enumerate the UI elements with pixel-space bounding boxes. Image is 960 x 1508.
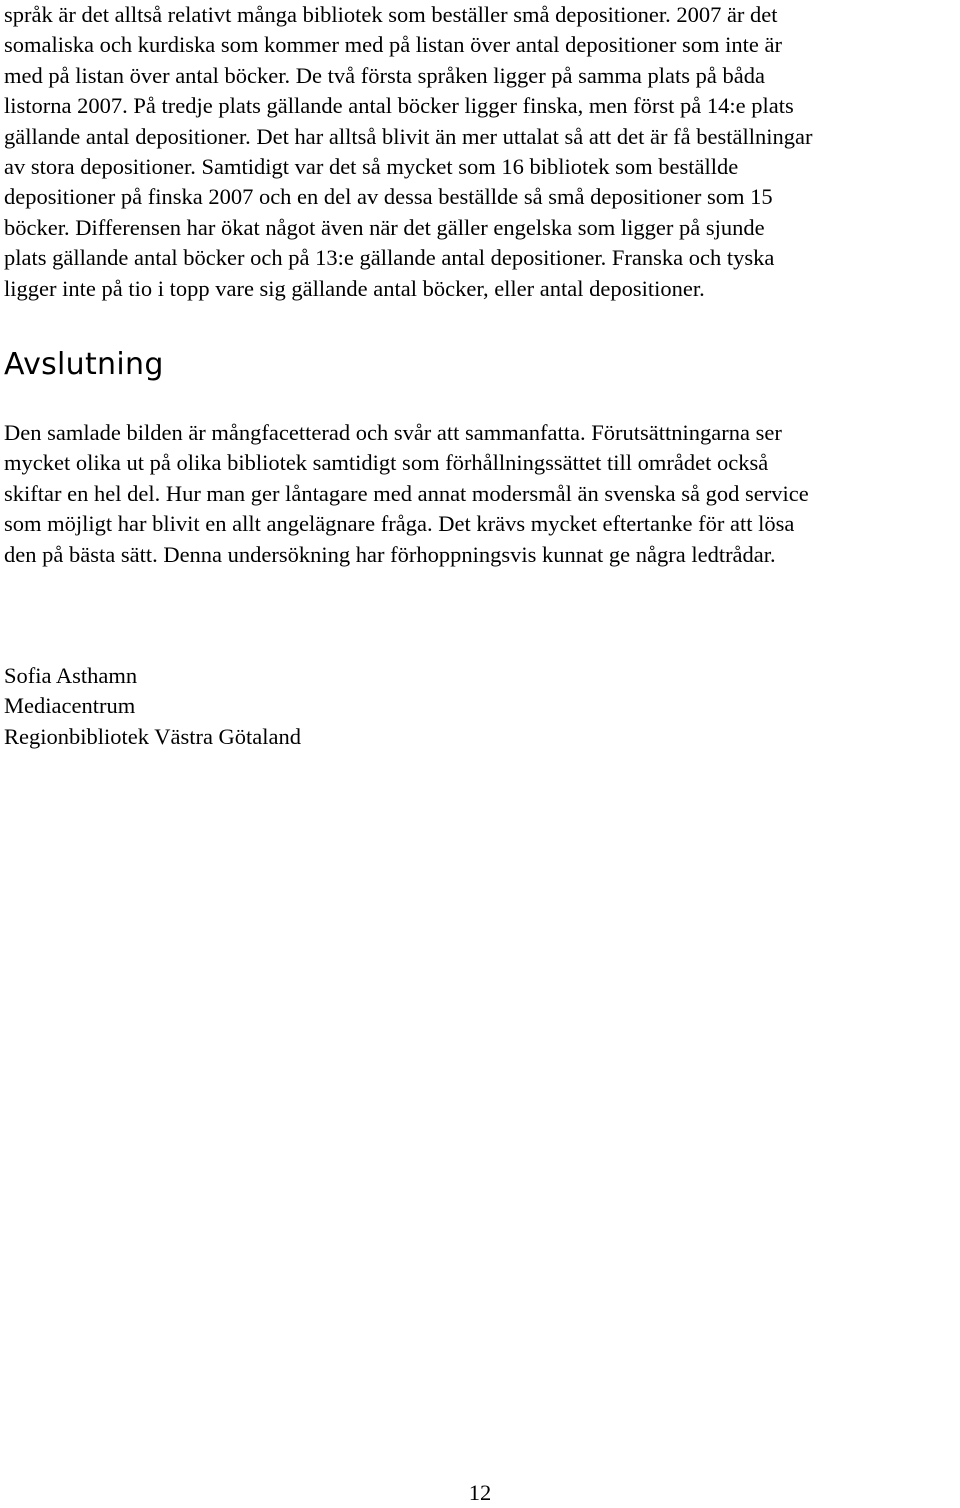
author-organization: Regionbibliotek Västra Götaland xyxy=(4,723,302,749)
body-paragraph-line: somaliska och kurdiska som kommer med på listan över antal depositioner som inte är xyxy=(4,32,782,58)
page-number: 12 xyxy=(468,1480,492,1505)
body-paragraph-line: av stora depositioner. Samtidigt var det så mycket som 16 bibliotek som beställde xyxy=(4,154,739,180)
body-paragraph-line: språk är det alltså relativt många bibliotek som beställer små depositioner. 2007 är det xyxy=(4,2,778,27)
conclusion-paragraph xyxy=(4,418,956,570)
body-paragraph-line: plats gällande antal böcker och på 13:e gällande antal depositioner. Franska och tyska xyxy=(4,245,775,271)
body-paragraph-line: med på listan över antal böcker. De två första språken ligger på samma plats på båda xyxy=(4,62,765,88)
conclusion-paragraph-line: Den samlade bilden är mångfacetterad och svår att sammanfatta. Förutsättningarna ser xyxy=(4,420,782,445)
body-paragraph-line: böcker. Differensen har ökat något även när det gäller engelska som ligger på sjunde xyxy=(4,214,765,240)
section-heading: Avslutning xyxy=(4,347,164,382)
author-name: Sofia Asthamn xyxy=(4,663,138,688)
author-department: Mediacentrum xyxy=(4,693,136,719)
conclusion-paragraph-line: mycket olika ut på olika bibliotek samtidigt som förhållningssättet till området också xyxy=(4,450,769,476)
body-paragraph-line: ligger inte på tio i topp vare sig gällande antal böcker, eller antal depositioner. xyxy=(4,275,705,301)
conclusion-paragraph-line: den på bästa sätt. Denna undersökning har förhoppningsvis kunnat ge några ledtrådar. xyxy=(4,541,776,567)
body-paragraph-line: listorna 2007. På tredje plats gällande antal böcker ligger finska, men först på 14:e plats xyxy=(4,93,794,119)
conclusion-paragraph-line: som möjligt har blivit en allt angelägnare fråga. Det krävs mycket eftertanke för att lösa xyxy=(4,511,795,537)
signature-block xyxy=(4,661,956,752)
body-paragraph xyxy=(4,0,956,304)
body-paragraph-line: gällande antal depositioner. Det har alltså blivit än mer uttalat så att det är få beställningar xyxy=(4,123,813,149)
body-paragraph-line: depositioner på finska 2007 och en del av dessa beställde så små depositioner som 15 xyxy=(4,184,773,210)
conclusion-paragraph-line: skiftar en hel del. Hur man ger låntagare med annat modersmål än svenska så god service xyxy=(4,480,809,506)
